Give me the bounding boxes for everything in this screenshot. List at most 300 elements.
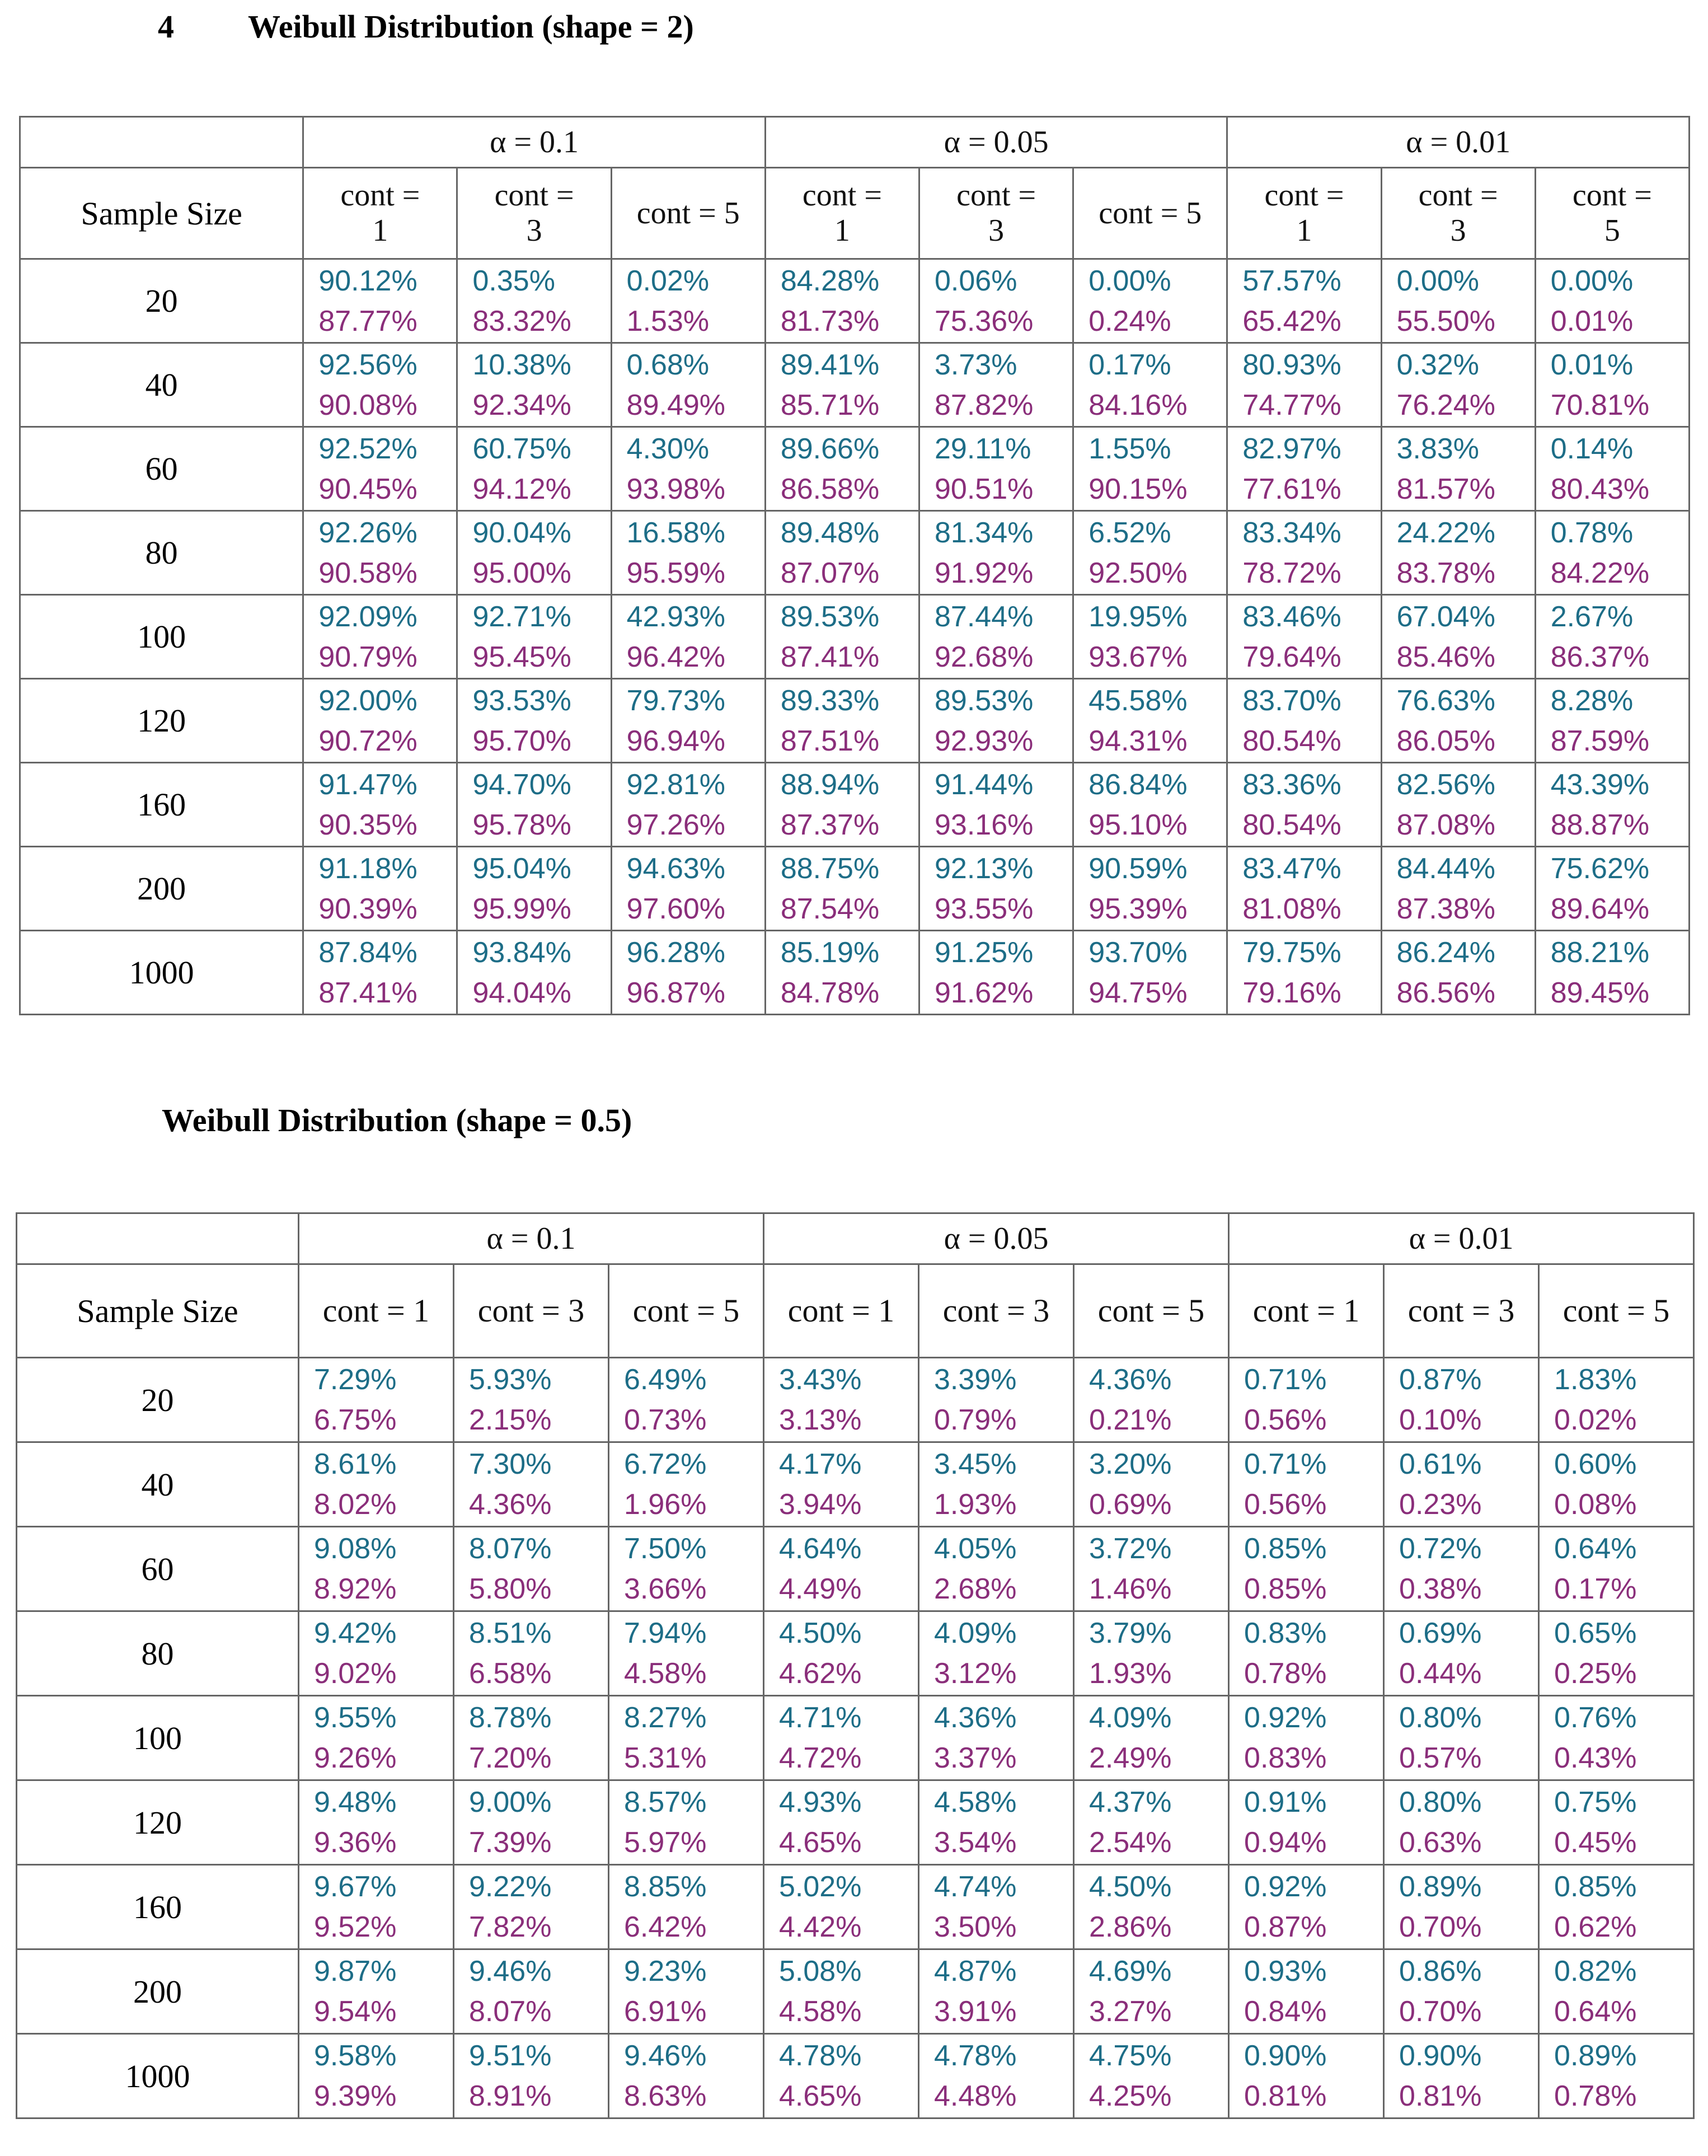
value-cell xyxy=(457,931,611,1015)
value-top: 92.71% xyxy=(472,600,571,633)
value-bottom: 3.94% xyxy=(779,1488,862,1521)
sample-size-header: Sample Size xyxy=(20,168,303,259)
value-cell xyxy=(299,1527,454,1611)
value-top: 9.42% xyxy=(314,1617,397,1649)
value-bottom: 90.39% xyxy=(318,892,417,925)
table-weibull-shape-0-5 xyxy=(16,1212,1695,2119)
value-cell xyxy=(611,343,765,427)
value-top: 84.44% xyxy=(1396,852,1495,885)
value-cell xyxy=(1074,1442,1229,1527)
value-top: 86.84% xyxy=(1088,768,1188,801)
value-cell xyxy=(611,679,765,763)
value-cell xyxy=(1384,1442,1539,1527)
value-cell xyxy=(1539,2034,1694,2118)
value-top: 89.53% xyxy=(780,600,880,633)
value-bottom: 0.70% xyxy=(1399,1995,1482,2028)
value-bottom: 90.72% xyxy=(318,724,417,757)
value-top: 0.00% xyxy=(1396,264,1480,297)
value-cell xyxy=(303,847,457,931)
value-cell xyxy=(1073,679,1227,763)
value-bottom: 2.54% xyxy=(1089,1826,1172,1859)
value-bottom: 4.36% xyxy=(469,1488,552,1521)
value-bottom: 92.68% xyxy=(935,640,1034,673)
value-top: 42.93% xyxy=(626,600,726,633)
value-cell xyxy=(611,511,765,595)
value-bottom: 2.86% xyxy=(1089,1911,1172,1943)
value-cell xyxy=(457,511,611,595)
header-corner xyxy=(17,1213,299,1264)
value-cell xyxy=(1073,595,1227,679)
value-cell xyxy=(1381,511,1535,595)
table-row xyxy=(20,595,1690,679)
value-top: 83.70% xyxy=(1242,684,1341,717)
value-cell xyxy=(1073,511,1227,595)
value-cell xyxy=(1539,1527,1694,1611)
value-cell xyxy=(609,1865,764,1949)
value-bottom: 6.42% xyxy=(624,1911,707,1943)
value-cell xyxy=(303,595,457,679)
value-top: 5.08% xyxy=(779,1955,862,1988)
value-bottom: 0.63% xyxy=(1399,1826,1482,1859)
value-top: 1.55% xyxy=(1088,432,1171,465)
value-top: 0.71% xyxy=(1244,1363,1327,1396)
value-top: 75.62% xyxy=(1550,852,1650,885)
value-cell xyxy=(454,1865,609,1949)
sample-size-cell: 1000 xyxy=(17,2034,299,2118)
value-cell xyxy=(919,679,1073,763)
value-bottom: 1.93% xyxy=(1089,1657,1172,1690)
value-top: 88.75% xyxy=(780,852,880,885)
cont-label-line: cont = 1 xyxy=(1252,1292,1360,1329)
value-bottom: 1.93% xyxy=(934,1488,1017,1521)
value-cell xyxy=(765,259,919,343)
value-top: 4.05% xyxy=(934,1532,1017,1565)
value-cell xyxy=(1229,1865,1384,1949)
value-top: 91.25% xyxy=(935,936,1034,969)
value-top: 82.97% xyxy=(1242,432,1341,465)
value-cell xyxy=(765,763,919,847)
value-top: 92.81% xyxy=(626,768,726,801)
value-cell xyxy=(457,427,611,511)
value-bottom: 0.81% xyxy=(1244,2080,1327,2112)
value-top: 92.13% xyxy=(935,852,1034,885)
value-top: 93.70% xyxy=(1088,936,1188,969)
value-top: 0.90% xyxy=(1399,2040,1482,2072)
value-bottom: 7.39% xyxy=(469,1826,552,1859)
value-bottom: 0.57% xyxy=(1399,1742,1482,1774)
value-cell xyxy=(1381,763,1535,847)
cont-label-line: cont = 5 xyxy=(1097,1292,1205,1329)
value-bottom: 0.78% xyxy=(1244,1657,1327,1690)
value-bottom: 97.26% xyxy=(626,808,726,841)
value-cell xyxy=(919,259,1073,343)
value-bottom: 0.87% xyxy=(1244,1911,1327,1943)
value-cell xyxy=(1384,2034,1539,2118)
cont-header xyxy=(919,1264,1074,1358)
value-cell xyxy=(1384,1949,1539,2034)
value-top: 4.75% xyxy=(1089,2040,1172,2072)
cont-label-line: cont = xyxy=(1572,178,1652,213)
value-bottom: 0.10% xyxy=(1399,1404,1482,1436)
value-bottom: 86.05% xyxy=(1396,724,1495,757)
value-bottom: 91.62% xyxy=(935,976,1034,1009)
sample-size-cell: 40 xyxy=(17,1442,299,1527)
value-top: 89.66% xyxy=(780,432,880,465)
value-top: 88.21% xyxy=(1550,936,1650,969)
value-cell xyxy=(457,259,611,343)
value-bottom: 75.36% xyxy=(935,304,1034,338)
value-top: 3.72% xyxy=(1089,1532,1172,1565)
value-top: 4.50% xyxy=(1089,1871,1172,1903)
value-top: 8.78% xyxy=(469,1702,552,1734)
value-bottom: 0.73% xyxy=(624,1404,707,1436)
sample-size-cell: 120 xyxy=(20,679,303,763)
table-row xyxy=(17,1696,1694,1780)
value-cell xyxy=(1074,1949,1229,2034)
value-cell xyxy=(299,1358,454,1442)
value-cell xyxy=(1229,1611,1384,1696)
value-top: 4.36% xyxy=(1089,1363,1172,1396)
value-bottom: 87.38% xyxy=(1396,892,1495,925)
value-cell xyxy=(303,931,457,1015)
value-bottom: 80.54% xyxy=(1242,808,1341,841)
cont-label-line: cont = 5 xyxy=(636,195,740,231)
sample-size-cell: 160 xyxy=(20,763,303,847)
value-cell xyxy=(919,1527,1074,1611)
section-number: 4 xyxy=(158,8,174,45)
value-cell xyxy=(919,1780,1074,1865)
value-bottom: 9.02% xyxy=(314,1657,397,1690)
value-bottom: 89.64% xyxy=(1550,892,1650,925)
value-cell xyxy=(454,1949,609,2034)
value-top: 87.44% xyxy=(935,600,1034,633)
value-top: 3.39% xyxy=(934,1363,1017,1396)
value-bottom: 74.77% xyxy=(1242,388,1341,421)
value-bottom: 4.65% xyxy=(779,2080,862,2112)
value-top: 16.58% xyxy=(626,516,726,549)
value-cell xyxy=(1229,1780,1384,1865)
cont-label-line: 3 xyxy=(526,213,542,248)
value-bottom: 87.07% xyxy=(780,556,880,589)
value-top: 29.11% xyxy=(935,432,1031,465)
value-bottom: 4.48% xyxy=(934,2080,1017,2112)
value-bottom: 1.53% xyxy=(626,304,710,338)
cont-label-line: 1 xyxy=(834,213,850,248)
sample-size-cell: 100 xyxy=(20,595,303,679)
value-top: 4.93% xyxy=(779,1786,862,1818)
value-cell xyxy=(1227,595,1381,679)
value-top: 0.89% xyxy=(1399,1871,1482,1903)
value-top: 3.20% xyxy=(1089,1448,1172,1480)
value-cell xyxy=(1074,1527,1229,1611)
value-cell xyxy=(919,847,1073,931)
value-top: 90.12% xyxy=(318,264,417,297)
header-corner xyxy=(20,117,303,168)
cont-header xyxy=(919,168,1073,259)
value-bottom: 0.81% xyxy=(1399,2080,1482,2112)
value-cell xyxy=(1074,1780,1229,1865)
sample-size-cell: 60 xyxy=(20,427,303,511)
value-bottom: 80.54% xyxy=(1242,724,1341,757)
value-cell xyxy=(1535,427,1689,511)
value-top: 0.82% xyxy=(1554,1955,1637,1988)
value-top: 91.44% xyxy=(935,768,1034,801)
value-top: 0.89% xyxy=(1554,2040,1637,2072)
value-bottom: 3.37% xyxy=(934,1742,1017,1774)
value-cell xyxy=(1073,847,1227,931)
value-cell xyxy=(1381,679,1535,763)
value-cell xyxy=(457,763,611,847)
value-bottom: 3.91% xyxy=(934,1995,1017,2028)
value-bottom: 0.38% xyxy=(1399,1573,1482,1605)
value-cell xyxy=(457,847,611,931)
table-weibull-shape-2 xyxy=(19,116,1690,1015)
value-bottom: 79.64% xyxy=(1242,640,1341,673)
value-top: 80.93% xyxy=(1242,348,1341,381)
value-bottom: 0.17% xyxy=(1554,1573,1637,1605)
value-top: 9.23% xyxy=(624,1955,707,1988)
sample-size-header: Sample Size xyxy=(17,1264,299,1358)
table-row xyxy=(17,1442,1694,1527)
value-cell xyxy=(1535,343,1689,427)
table1-title: Weibull Distribution (shape = 2) xyxy=(248,8,694,45)
value-cell xyxy=(1384,1358,1539,1442)
cont-header xyxy=(1535,168,1689,259)
value-top: 0.87% xyxy=(1399,1363,1482,1396)
value-cell xyxy=(454,1780,609,1865)
value-top: 0.68% xyxy=(626,348,710,381)
value-bottom: 0.62% xyxy=(1554,1911,1637,1943)
value-cell xyxy=(1381,259,1535,343)
value-bottom: 89.49% xyxy=(626,388,726,421)
value-cell xyxy=(764,1780,919,1865)
value-bottom: 90.58% xyxy=(318,556,417,589)
value-cell xyxy=(1229,1442,1384,1527)
value-bottom: 86.37% xyxy=(1550,640,1650,673)
alpha-header: α = 0.01 xyxy=(1227,117,1690,168)
sample-size-cell: 80 xyxy=(20,511,303,595)
value-cell xyxy=(1073,259,1227,343)
value-bottom: 92.93% xyxy=(935,724,1034,757)
value-top: 89.33% xyxy=(780,684,880,717)
value-cell xyxy=(1539,1358,1694,1442)
value-cell xyxy=(457,595,611,679)
value-top: 88.94% xyxy=(780,768,880,801)
value-bottom: 87.37% xyxy=(780,808,880,841)
value-top: 4.09% xyxy=(934,1617,1017,1649)
value-top: 92.26% xyxy=(318,516,417,549)
value-cell xyxy=(454,1358,609,1442)
value-bottom: 70.81% xyxy=(1550,388,1650,421)
cont-header xyxy=(1073,168,1227,259)
value-top: 92.09% xyxy=(318,600,417,633)
value-top: 24.22% xyxy=(1396,516,1495,549)
value-cell xyxy=(1074,1696,1229,1780)
value-cell xyxy=(611,259,765,343)
value-top: 0.69% xyxy=(1399,1617,1482,1649)
value-top: 3.73% xyxy=(935,348,1017,381)
value-top: 9.55% xyxy=(314,1702,397,1734)
cont-label-line: cont = xyxy=(802,178,882,213)
value-bottom: 90.08% xyxy=(318,388,417,421)
value-cell xyxy=(1539,1696,1694,1780)
value-cell xyxy=(1381,847,1535,931)
value-cell xyxy=(919,763,1073,847)
value-cell xyxy=(303,427,457,511)
value-bottom: 90.51% xyxy=(935,472,1034,505)
cont-label-line: cont = 5 xyxy=(1562,1292,1670,1329)
value-top: 7.30% xyxy=(469,1448,552,1480)
value-top: 0.92% xyxy=(1244,1871,1327,1903)
cont-header xyxy=(1381,168,1535,259)
cont-label-line: cont = 1 xyxy=(787,1292,895,1329)
value-cell xyxy=(919,1865,1074,1949)
value-top: 0.83% xyxy=(1244,1617,1327,1649)
value-top: 19.95% xyxy=(1088,600,1188,633)
value-cell xyxy=(457,679,611,763)
value-cell xyxy=(765,427,919,511)
value-top: 0.92% xyxy=(1244,1702,1327,1734)
cont-header xyxy=(1229,1264,1384,1358)
value-cell xyxy=(609,1949,764,2034)
value-bottom: 0.24% xyxy=(1088,304,1171,338)
value-top: 79.73% xyxy=(626,684,726,717)
value-top: 0.65% xyxy=(1554,1617,1637,1649)
value-bottom: 94.12% xyxy=(472,472,571,505)
value-bottom: 9.54% xyxy=(314,1995,397,2028)
value-cell xyxy=(611,931,765,1015)
value-top: 5.93% xyxy=(469,1363,552,1396)
value-cell xyxy=(611,427,765,511)
value-bottom: 3.66% xyxy=(624,1573,707,1605)
value-bottom: 92.50% xyxy=(1088,556,1188,589)
cont-header xyxy=(457,168,611,259)
value-bottom: 3.50% xyxy=(934,1911,1017,1943)
table-row xyxy=(20,763,1690,847)
value-cell xyxy=(1227,679,1381,763)
value-cell xyxy=(1539,1865,1694,1949)
cont-header xyxy=(764,1264,919,1358)
value-cell xyxy=(1229,1696,1384,1780)
value-bottom: 81.57% xyxy=(1396,472,1495,505)
table-row xyxy=(17,1527,1694,1611)
value-cell xyxy=(765,931,919,1015)
alpha-header: α = 0.05 xyxy=(764,1213,1229,1264)
table-row xyxy=(17,1611,1694,1696)
value-bottom: 94.31% xyxy=(1088,724,1188,757)
value-bottom: 76.24% xyxy=(1396,388,1495,421)
value-top: 9.58% xyxy=(314,2040,397,2072)
value-cell xyxy=(764,1611,919,1696)
value-bottom: 9.26% xyxy=(314,1742,397,1774)
value-bottom: 93.67% xyxy=(1088,640,1188,673)
value-bottom: 90.45% xyxy=(318,472,417,505)
value-bottom: 8.92% xyxy=(314,1573,397,1605)
alpha-header: α = 0.1 xyxy=(303,117,766,168)
cont-header xyxy=(1227,168,1381,259)
value-top: 89.53% xyxy=(935,684,1034,717)
value-bottom: 6.91% xyxy=(624,1995,707,2028)
value-cell xyxy=(764,1358,919,1442)
value-top: 0.02% xyxy=(626,264,710,297)
value-top: 8.28% xyxy=(1550,684,1634,717)
cont-label-line: cont = 1 xyxy=(322,1292,430,1329)
value-bottom: 87.41% xyxy=(318,976,417,1009)
value-bottom: 86.56% xyxy=(1396,976,1495,1009)
value-bottom: 95.70% xyxy=(472,724,571,757)
value-cell xyxy=(1074,1358,1229,1442)
value-bottom: 81.73% xyxy=(780,304,880,338)
cont-label-line: cont = 3 xyxy=(477,1292,585,1329)
cont-label-line: cont = xyxy=(956,178,1036,213)
value-bottom: 0.94% xyxy=(1244,1826,1327,1859)
value-cell xyxy=(299,2034,454,2118)
cont-label-line: cont = xyxy=(1418,178,1498,213)
value-top: 0.14% xyxy=(1550,432,1634,465)
value-cell xyxy=(764,2034,919,2118)
value-top: 7.50% xyxy=(624,1532,707,1565)
value-top: 0.93% xyxy=(1244,1955,1327,1988)
table-row xyxy=(20,511,1690,595)
value-top: 83.36% xyxy=(1242,768,1341,801)
value-top: 8.85% xyxy=(624,1871,707,1903)
value-bottom: 85.71% xyxy=(780,388,880,421)
value-top: 0.71% xyxy=(1244,1448,1327,1480)
table-row xyxy=(17,2034,1694,2118)
sample-size-cell: 60 xyxy=(17,1527,299,1611)
value-bottom: 87.41% xyxy=(780,640,880,673)
cont-header xyxy=(765,168,919,259)
cont-label-line: 3 xyxy=(1450,213,1466,248)
cont-header xyxy=(1074,1264,1229,1358)
value-bottom: 95.45% xyxy=(472,640,571,673)
value-top: 6.49% xyxy=(624,1363,707,1396)
value-cell xyxy=(1535,679,1689,763)
sample-size-cell: 160 xyxy=(17,1865,299,1949)
value-top: 93.84% xyxy=(472,936,571,969)
value-bottom: 0.64% xyxy=(1554,1995,1637,2028)
value-top: 0.76% xyxy=(1554,1702,1637,1734)
value-bottom: 0.85% xyxy=(1244,1573,1327,1605)
table2-title: Weibull Distribution (shape = 0.5) xyxy=(162,1102,632,1138)
value-cell xyxy=(454,1611,609,1696)
value-bottom: 0.56% xyxy=(1244,1404,1327,1436)
value-bottom: 0.25% xyxy=(1554,1657,1637,1690)
value-bottom: 4.58% xyxy=(779,1995,862,2028)
cont-header xyxy=(454,1264,609,1358)
value-bottom: 0.84% xyxy=(1244,1995,1327,2028)
value-bottom: 0.69% xyxy=(1089,1488,1172,1521)
alpha-header: α = 0.1 xyxy=(299,1213,764,1264)
value-bottom: 83.78% xyxy=(1396,556,1495,589)
value-top: 9.87% xyxy=(314,1955,397,1988)
value-top: 0.64% xyxy=(1554,1532,1637,1565)
value-bottom: 3.12% xyxy=(934,1657,1017,1690)
value-bottom: 83.32% xyxy=(472,304,571,338)
value-bottom: 4.58% xyxy=(624,1657,707,1690)
value-top: 60.75% xyxy=(472,432,571,465)
value-top: 8.07% xyxy=(469,1532,552,1565)
value-cell xyxy=(454,1696,609,1780)
table-row xyxy=(20,259,1690,343)
value-cell xyxy=(1384,1696,1539,1780)
value-bottom: 94.04% xyxy=(472,976,571,1009)
value-bottom: 91.92% xyxy=(935,556,1034,589)
value-top: 9.08% xyxy=(314,1532,397,1565)
value-bottom: 96.87% xyxy=(626,976,726,1009)
cont-header xyxy=(611,168,765,259)
table-row xyxy=(17,1949,1694,2034)
